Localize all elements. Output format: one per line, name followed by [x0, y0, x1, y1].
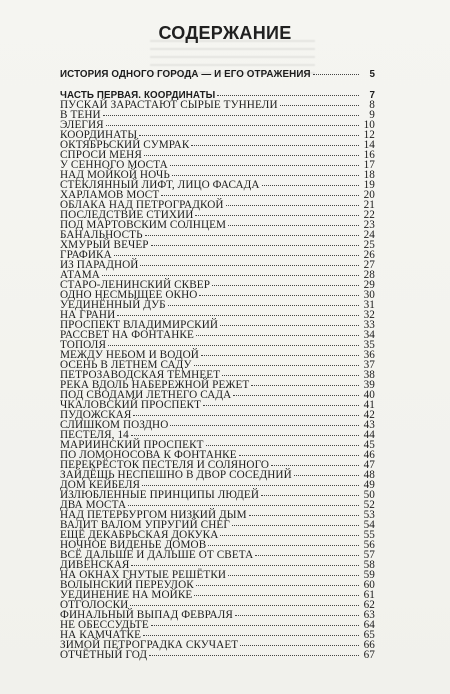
toc-entry-page-number: 58 [363, 559, 375, 571]
toc-entry-page-number: 7 [369, 90, 375, 101]
toc-entry-page-number: 19 [363, 179, 375, 191]
toc-entry-title: ИЗ ПАРАДНОЙ [60, 259, 139, 271]
dot-leader [139, 135, 359, 136]
dot-leader [114, 255, 359, 256]
dot-leader [133, 415, 359, 416]
dot-leader [191, 145, 359, 146]
toc-entry-title: СТЕКЛЯННЫЙ ЛИФТ, ЛИЦО ФАСАДА [60, 179, 260, 191]
toc-entry-page-number: 29 [363, 279, 375, 291]
toc-entry-title: ИЗЛЮБЛЕННЫЕ ПРИНЦИПЫ ЛЮДЕЙ [60, 489, 260, 501]
toc-entry-title: ОТГОЛОСКИ [60, 599, 129, 611]
dot-leader [226, 205, 359, 206]
toc-entry-page-number: 37 [363, 359, 375, 371]
toc-entry-page-number: 25 [363, 239, 375, 251]
toc-entry-title: ПЕСТЕЛЯ, 14 [60, 429, 129, 441]
toc-entry-page-number: 24 [363, 229, 375, 241]
toc-entry-page-number: 9 [369, 109, 375, 121]
toc-entry-title: ГРАФИКА [60, 249, 112, 261]
toc-entry-page-number: 26 [363, 249, 375, 261]
dot-leader [128, 505, 359, 506]
toc-entry-page-number: 59 [363, 569, 375, 581]
toc-entry-title: В ТЕНИ [60, 109, 101, 121]
dot-leader [203, 405, 359, 406]
toc-entry-title: ПОД СВОДАМИ ЛЕТНЕГО САДА [60, 389, 232, 401]
toc-entry-title: ПОД МАРТОВСКИМ СОЛНЦЕМ [60, 219, 227, 231]
dot-leader [194, 595, 359, 596]
toc-entry-page-number: 38 [363, 369, 375, 381]
dot-leader [131, 435, 359, 436]
page-title: СОДЕРЖАНИЕ [158, 23, 292, 43]
dot-leader [106, 125, 359, 126]
dot-leader [130, 605, 359, 606]
toc-entry-page-number: 18 [363, 169, 375, 181]
toc-entry-title: КООРДИНАТЫ [60, 129, 138, 141]
toc-entry-page-number: 5 [369, 69, 375, 80]
toc-entry-page-number: 61 [363, 589, 375, 601]
toc-entry-title: ПЕТРОЗАВОДСКАЯ ТЕМНЕЕТ [60, 369, 221, 381]
toc-entry-title: НАД МОЙКОЙ НОЧЬ [60, 169, 170, 181]
toc-entry-page-number: 65 [363, 629, 375, 641]
dot-leader [131, 565, 359, 566]
dot-leader [161, 195, 359, 196]
dot-leader [208, 545, 359, 546]
toc-entry-page-number: 41 [363, 399, 375, 411]
dot-leader [232, 525, 359, 526]
toc-entry-page-number: 66 [363, 639, 375, 651]
dot-leader [261, 495, 359, 496]
dot-leader [196, 335, 359, 336]
toc-entry-title: ДВА МОСТА [60, 499, 127, 511]
dot-leader [220, 535, 359, 536]
toc-entry-title: ПУДОЖСКАЯ [60, 409, 132, 421]
toc-entry-page-number: 47 [363, 459, 375, 471]
dot-leader [271, 465, 359, 466]
toc-entry-title: СПРОСИ МЕНЯ [60, 149, 142, 161]
dot-leader [145, 235, 359, 236]
toc-entry-title: НА ОКНАХ ГНУТЫЕ РЕШЁТКИ [60, 569, 227, 581]
toc-entry-title: ЧКАЛОВСКИЙ ПРОСПЕКТ [60, 399, 202, 411]
dot-leader [233, 395, 359, 396]
dot-leader [239, 455, 359, 456]
toc-entry-page-number: 27 [363, 259, 375, 271]
toc-entry-page-number: 67 [363, 649, 375, 661]
dot-leader [170, 425, 359, 426]
dot-leader [217, 95, 359, 96]
toc-entry-page-number: 10 [363, 119, 375, 131]
dot-leader [144, 155, 359, 156]
toc-entry-page-number: 44 [363, 429, 375, 441]
dot-leader [194, 365, 359, 366]
toc-entry-page-number: 35 [363, 339, 375, 351]
toc-entry-page-number: 49 [363, 479, 375, 491]
dot-leader [117, 315, 359, 316]
toc-entry-page-number: 8 [369, 99, 375, 111]
toc-entry [60, 650, 375, 661]
toc-entry-title: ВАЛИТ ВАЛОМ УПРУГИЙ СНЕГ [60, 519, 230, 531]
toc-entry-title: ОБЛАКА НАД ПЕТРОГРАДКОЙ [60, 199, 224, 211]
dot-leader [228, 225, 359, 226]
toc-entry-title: УЕДИНЕНИЕ НА МОЙКЕ [60, 589, 193, 601]
toc-entry-page-number: 62 [363, 599, 375, 611]
dot-leader [255, 555, 359, 556]
toc-entry-page-number: 34 [363, 329, 375, 341]
dot-leader [262, 185, 359, 186]
toc-entry-title: ДОМ КЕЙБЕЛЯ [60, 479, 141, 491]
toc-entry-title: ХАРЛАМОВ МОСТ [60, 189, 160, 201]
toc-entry-title: РЕКА ВДОЛЬ НАБЕРЕЖНОЙ РЕЖЕТ [60, 379, 250, 391]
toc-entry-page-number: 48 [363, 469, 375, 481]
toc-entry-title: БАНАЛЬНОСТЬ [60, 229, 143, 241]
dot-leader [294, 475, 359, 476]
toc-entry-title: ЗАЙДЁШЬ НЕСПЕШНО В ДВОР СОСЕДНИЙ [60, 469, 292, 481]
toc-entry-title: ТОПОЛЯ [60, 339, 107, 351]
toc-entry-page-number: 40 [363, 389, 375, 401]
dot-leader [142, 485, 359, 486]
toc-entry-title: ПЕРЕКРЁСТОК ПЕСТЕЛЯ И СОЛЯНОГО [60, 459, 270, 471]
dot-leader [168, 305, 359, 306]
toc-entry-title: ПОСЛЕДСТВИЕ СТИХИИ [60, 209, 194, 221]
toc-heading [60, 69, 375, 80]
toc-entry-title: УЕДИНЁННЫЙ ДУБ [60, 299, 166, 311]
toc-entry-title: ЕЩЁ ДЕКАБРЬСКАЯ ДОКУКА [60, 529, 219, 541]
dot-leader [172, 175, 359, 176]
dot-leader [212, 285, 359, 286]
toc-entry-title: ФИНАЛЬНЫЙ ВЫПАД ФЕВРАЛЯ [60, 609, 233, 621]
toc-entry-page-number: 64 [363, 619, 375, 631]
dot-leader [170, 165, 359, 166]
toc-entry-title: ВОЛЫНСКИЙ ПЕРЕУЛОК [60, 579, 194, 591]
toc-entry-page-number: 63 [363, 609, 375, 621]
toc-entry-page-number: 57 [363, 549, 375, 561]
dot-leader [222, 375, 359, 376]
toc-entry-title: ОТЧЁТНЫЙ ГОД [60, 649, 148, 661]
toc-entry-page-number: 20 [363, 189, 375, 201]
toc-entry-page-number: 14 [363, 139, 375, 151]
toc-entry-page-number: 21 [363, 199, 375, 211]
toc-entry-title: МАРИИНСКИЙ ПРОСПЕКТ [60, 439, 204, 451]
toc-entry-title: РАССВЕТ НА ФОНТАНКЕ [60, 329, 194, 341]
toc-entry-title: СЛИШКОМ ПОЗДНО [60, 419, 169, 431]
toc-entry-title: ПО ЛОМОНОСОВА К ФОНТАНКЕ [60, 449, 237, 461]
toc-entry-title: ИСТОРИЯ ОДНОГО ГОРОДА — И ЕГО ОТРАЖЕНИЯ [60, 69, 311, 80]
dot-leader [195, 215, 359, 216]
dot-leader [102, 275, 359, 276]
toc-entry-page-number: 23 [363, 219, 375, 231]
toc-entry-page-number: 52 [363, 499, 375, 511]
toc-entry-page-number: 60 [363, 579, 375, 591]
toc-entry-title: ПРОСПЕКТ ВЛАДИМИРСКИЙ [60, 319, 219, 331]
toc-entry-title: НЕ ОБЕССУДЬТЕ [60, 619, 149, 631]
toc-entry-page-number: 31 [363, 299, 375, 311]
toc-entry-page-number: 12 [363, 129, 375, 141]
toc-entry-title: НА КАМЧАТКЕ [60, 629, 142, 641]
toc-entry-title: У СЕННОГО МОСТА [60, 159, 168, 171]
toc-entry-title: ЭЛЕГИЯ [60, 119, 104, 131]
toc-entry-title: ЗИМОЙ ПЕТРОГРАДКА СКУЧАЕТ [60, 639, 239, 651]
toc-entry-page-number: 43 [363, 419, 375, 431]
dot-leader [240, 645, 359, 646]
dot-leader [196, 585, 359, 586]
toc-entry-page-number: 56 [363, 539, 375, 551]
toc-entry-page-number: 55 [363, 529, 375, 541]
toc-entry-title: НАД ПЕТЕРБУРГОМ НИЗКИЙ ДЫМ [60, 509, 247, 521]
toc-entry-page-number: 16 [363, 149, 375, 161]
toc-entry-page-number: 22 [363, 209, 375, 221]
toc-entry-page-number: 50 [363, 489, 375, 501]
toc-entry-title: ХМУРЫЙ ВЕЧЕР [60, 239, 149, 251]
dot-leader [251, 385, 359, 386]
toc-entry-page-number: 30 [363, 289, 375, 301]
toc-entry-page-number: 32 [363, 309, 375, 321]
toc-entry-title: ВСЁ ДАЛЬШЕ И ДАЛЬШЕ ОТ СВЕТА [60, 549, 254, 561]
dot-leader [140, 265, 359, 266]
toc-entry-title: ОСЕНЬ В ЛЕТНЕМ САДУ [60, 359, 192, 371]
dot-leader [280, 105, 359, 106]
dot-leader [201, 355, 359, 356]
dot-leader [151, 625, 359, 626]
toc-entry-page-number: 53 [363, 509, 375, 521]
toc-entry-title: ОКТЯБРЬСКИЙ СУМРАК [60, 139, 190, 151]
toc-entry-page-number: 42 [363, 409, 375, 421]
toc-entry-title: ПУСКАЙ ЗАРАСТАЮТ СЫРЫЕ ТУННЕЛИ [60, 99, 278, 111]
dot-leader [151, 245, 359, 246]
toc-entry-page-number: 28 [363, 269, 375, 281]
toc-entry-title: МЕЖДУ НЕБОМ И ВОДОЙ [60, 349, 199, 361]
toc-entry-title: ЧАСТЬ ПЕРВАЯ. КООРДИНАТЫ [60, 90, 216, 101]
dot-leader [199, 295, 359, 296]
dot-leader [313, 74, 359, 75]
toc-entry-page-number: 45 [363, 439, 375, 451]
toc-entry-page-number: 17 [363, 159, 375, 171]
dot-leader [228, 575, 359, 576]
toc-entry-title: ОДНО НЕСМЫЩЕЕ ОКНО [60, 289, 198, 301]
toc-entry-title: ДИВЕНСКАЯ [60, 559, 130, 571]
dot-leader [149, 655, 359, 656]
toc-entry-page-number: 33 [363, 319, 375, 331]
dot-leader [235, 615, 359, 616]
toc-entry-title: НА ГРАНИ [60, 309, 116, 321]
dot-leader [108, 345, 359, 346]
dot-leader [143, 635, 359, 636]
dot-leader [249, 515, 359, 516]
toc-entry-page-number: 39 [363, 379, 375, 391]
toc-entry-title: СТАРО-ЛЕНИНСКИЙ СКВЕР [60, 279, 211, 291]
toc-entry-page-number: 46 [363, 449, 375, 461]
toc-entry-title: АТАМА [60, 269, 100, 281]
toc-entry-title: НОЧНОЕ ВИДЕНЬЕ ДОМОВ [60, 539, 207, 551]
dot-leader [103, 115, 359, 116]
toc-entry-page-number: 36 [363, 349, 375, 361]
dot-leader [206, 445, 359, 446]
toc-entry-page-number: 54 [363, 519, 375, 531]
dot-leader [220, 325, 359, 326]
